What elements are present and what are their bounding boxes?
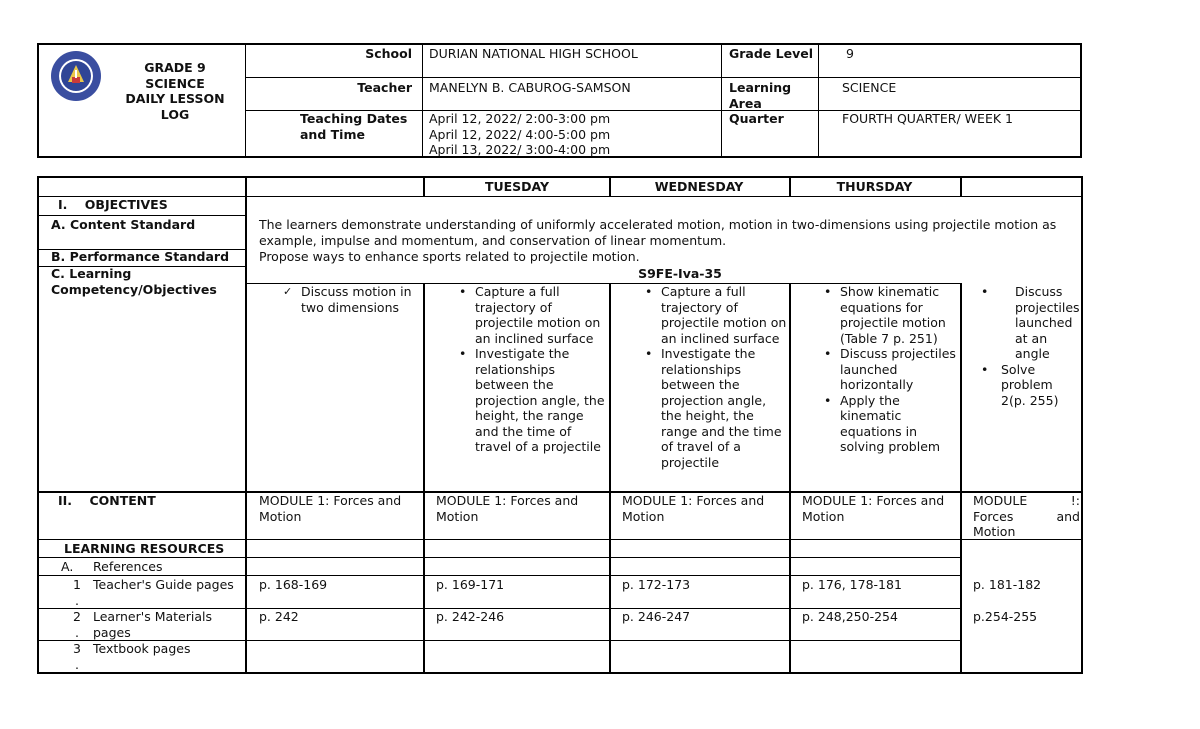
objective-item: ✓ Discuss motion in two dimensions [283, 284, 412, 315]
grade-level-value: 9 [846, 46, 854, 61]
content-module-1: MODULE 1: Forces and Motion [259, 493, 402, 524]
checkbox-icon: ✓ [283, 285, 293, 298]
objective-item: • Investigate the relationships between the projection angle, the height, the range and the time of travel of a projectile [455, 346, 605, 455]
objectives-col-3 [641, 284, 787, 470]
content-module-3: MODULE 1: Forces and Motion [622, 493, 765, 524]
school-label: School [365, 46, 412, 61]
dates-label: Teaching Dates and Time [300, 111, 408, 142]
competency-code: S9FE-Iva-35 [638, 266, 722, 281]
ref-value: p.254-255 [973, 609, 1038, 624]
content-heading: II. CONTENT [58, 493, 156, 508]
objectives-col-5 [975, 284, 1080, 408]
ref-row-dot: . [75, 657, 79, 672]
content-module-4: MODULE 1: Forces and Motion [802, 493, 945, 524]
objective-item: • Investigate the relationships between the projection angle, the height, the range and the time of travel of a projectile [641, 346, 787, 470]
references-label: References [93, 559, 163, 574]
content-module-2: MODULE 1: Forces and Motion [436, 493, 579, 524]
ref-row-dot: . [75, 593, 79, 608]
ref-row-label: Learner's Materials pages [93, 609, 212, 640]
day-header-wednesday: WEDNESDAY [654, 179, 744, 194]
objectives-col-1 [283, 284, 421, 315]
day-header-thursday: THURSDAY [836, 179, 913, 194]
ref-row-num: 1 [73, 577, 81, 592]
content-standard-label: A. Content Standard [51, 217, 196, 232]
references-letter: A. [61, 559, 74, 574]
objective-item: • Discuss projectiles launched horizontally [820, 346, 960, 393]
ref-value: p. 181-182 [973, 577, 1042, 592]
objective-item: • Capture a full trajectory of projectile motion on an inclined surface [455, 284, 605, 346]
ref-value: p. 168-169 [259, 577, 328, 592]
content-standard-text: The learners demonstrate understanding of uniformly accelerated motion, motion in two-dimensions using projectile motion as example, impulse and momentum, and conservation of linear momentum. [259, 217, 1057, 248]
performance-standard-text: Propose ways to enhance sports related to projectile motion. [259, 249, 640, 264]
ref-row-num: 2 [73, 609, 81, 624]
quarter-value: FOURTH QUARTER/ WEEK 1 [842, 111, 1013, 126]
ref-row-label: Teacher's Guide pages [93, 577, 234, 592]
objectives-col-2 [455, 284, 605, 455]
performance-standard-label: B. Performance Standard [51, 249, 230, 264]
objective-item: • Capture a full trajectory of projectile motion on an inclined surface [641, 284, 787, 346]
ref-row-num: 3 [73, 641, 81, 656]
ref-value: p. 169-171 [436, 577, 505, 592]
quarter-label: Quarter [729, 111, 784, 126]
ref-row-dot: . [75, 625, 79, 640]
deped-seal-logo [50, 50, 102, 102]
learning-competency-label: C. Learning Competency/Objectives [51, 266, 217, 297]
learning-area-value: SCIENCE [842, 80, 897, 95]
grade-title: GRADE 9 SCIENCE DAILY LESSON LOG [125, 60, 225, 122]
school-value: DURIAN NATIONAL HIGH SCHOOL [429, 46, 638, 61]
objective-item: • Apply the kinematic equations in solving problem [820, 393, 960, 455]
learning-resources-heading: LEARNING RESOURCES [64, 541, 225, 556]
ref-row-label: Textbook pages [93, 641, 191, 656]
teacher-value: MANELYN B. CABUROG-SAMSON [429, 80, 631, 95]
ref-value: p. 246-247 [622, 609, 691, 624]
objective-item: • Discuss projectiles launched at an angle [981, 284, 1080, 361]
objectives-col-4 [820, 284, 960, 455]
ref-value: p. 242-246 [436, 609, 505, 624]
ref-value: p. 248,250-254 [802, 609, 898, 624]
content-module-5: MODULE !: Forces and Motion [973, 493, 1080, 539]
ref-value: p. 176, 178-181 [802, 577, 902, 592]
teacher-label: Teacher [357, 80, 412, 95]
day-header-tuesday: TUESDAY [484, 179, 550, 194]
grade-level-label: Grade Level [729, 46, 813, 61]
learning-area-label: Learning Area [729, 80, 792, 111]
objective-item: • Show kinematic equations for projectile motion (Table 7 p. 251) [820, 284, 960, 346]
objectives-heading: I. OBJECTIVES [58, 197, 168, 212]
dates-values: April 12, 2022/ 2:00-3:00 pm April 12, 2022/ 4:00-5:00 pm April 13, 2022/ 3:00-4:00 pm [429, 111, 611, 157]
ref-value: p. 172-173 [622, 577, 691, 592]
objective-item: • Solve problem 2(p. 255) [981, 361, 1059, 408]
ref-value: p. 242 [259, 609, 299, 624]
